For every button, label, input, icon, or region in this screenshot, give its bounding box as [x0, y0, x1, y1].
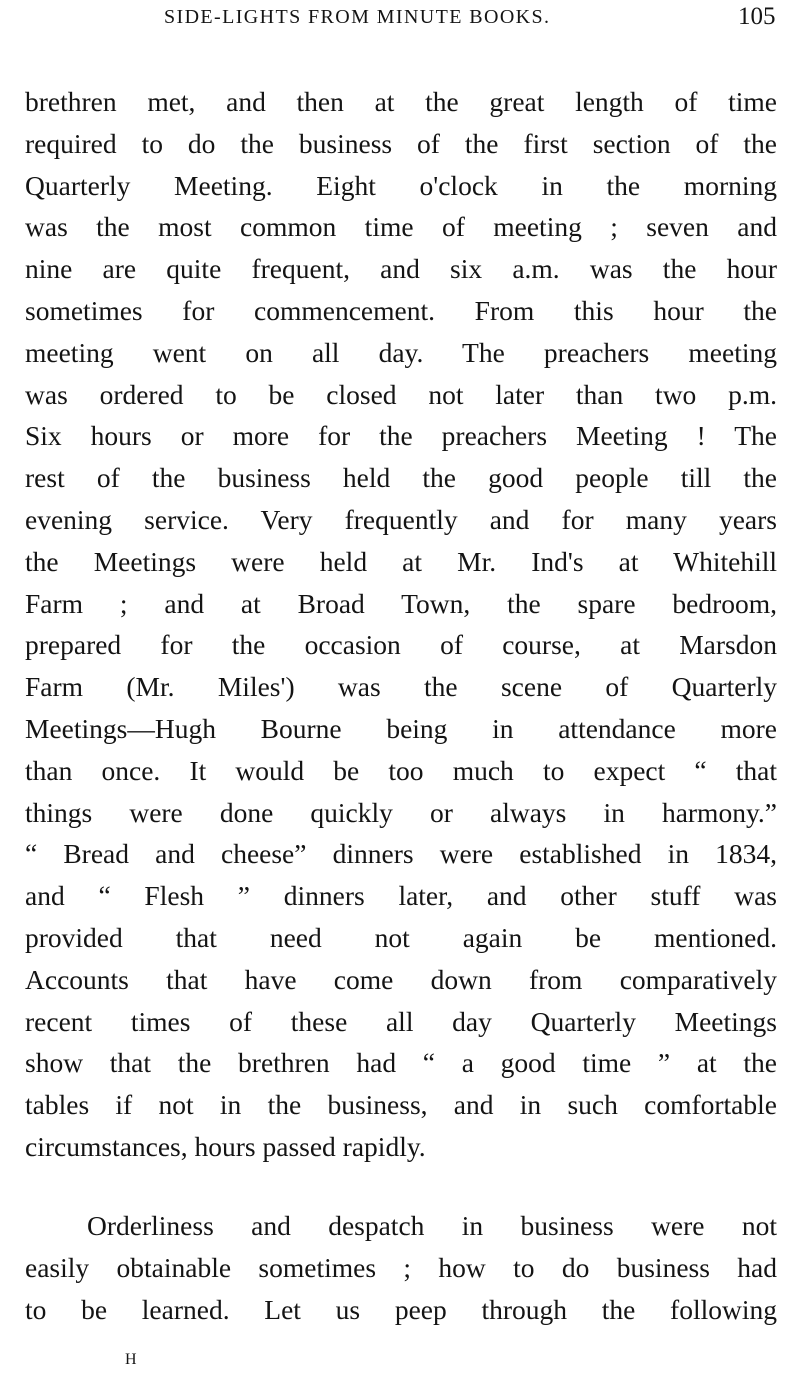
text-line: things were done quickly or always in harmony.” — [25, 796, 777, 828]
page-number: 105 — [738, 3, 776, 30]
text-line: meeting went on all day. The preachers meeting — [25, 336, 777, 368]
signature-mark: H — [125, 1351, 137, 1368]
paragraph-2 — [25, 1205, 777, 1330]
text-line: Farm ; and at Broad Town, the spare bedroom, — [25, 587, 777, 619]
text-line: circumstances, hours passed rapidly. — [25, 1130, 426, 1162]
text-line: brethren met, and then at the great length of time — [25, 86, 777, 117]
text-line: “ Bread and cheese” dinners were established in 1834, — [25, 838, 777, 870]
text-line: evening service. Very frequently and for many years — [25, 503, 777, 535]
text-line: was the most common time of meeting ; seven and — [25, 211, 777, 243]
text-line: required to do the business of the first section of the — [25, 127, 777, 159]
running-title: SIDE-LIGHTS FROM MINUTE BOOKS. — [164, 6, 551, 28]
text-line: Farm (Mr. Miles') was the scene of Quarterly — [25, 671, 777, 703]
text-line: than once. It would be too much to expect “ that — [25, 754, 777, 786]
text-line: prepared for the occasion of course, at Marsdon — [25, 629, 777, 661]
text-line: rest of the business held the good people till the — [25, 462, 777, 494]
text-line: tables if not in the business, and in such comfortable — [25, 1089, 777, 1121]
text-line: Meetings—Hugh Bourne being in attendance more — [25, 712, 777, 744]
text-line: and “ Flesh ” dinners later, and other stuff was — [25, 880, 777, 912]
text-line: to be learned. Let us peep through the following — [25, 1293, 777, 1325]
text-line: sometimes for commencement. From this hour the — [25, 294, 777, 326]
text-line: easily obtainable sometimes ; how to do business had — [25, 1251, 777, 1283]
text-line: was ordered to be closed not later than two p.m. — [25, 378, 777, 410]
text-line: show that the brethren had “ a good time ” at the — [25, 1047, 777, 1079]
text-line: nine are quite frequent, and six a.m. was the hour — [25, 253, 777, 285]
text-line: the Meetings were held at Mr. Ind's at Whitehill — [25, 545, 777, 577]
text-line: Six hours or more for the preachers Meeting ! The — [25, 420, 777, 452]
text-line: provided that need not again be mentioned. — [25, 921, 777, 953]
text-line: Orderliness and despatch in business were not — [87, 1210, 777, 1241]
paragraph-1 — [25, 81, 777, 1168]
running-head — [0, 3, 800, 40]
text-line: Accounts that have come down from comparatively — [25, 963, 777, 995]
text-line: Quarterly Meeting. Eight o'clock in the morning — [25, 169, 777, 201]
text-line: recent times of these all day Quarterly Meetings — [25, 1005, 777, 1037]
